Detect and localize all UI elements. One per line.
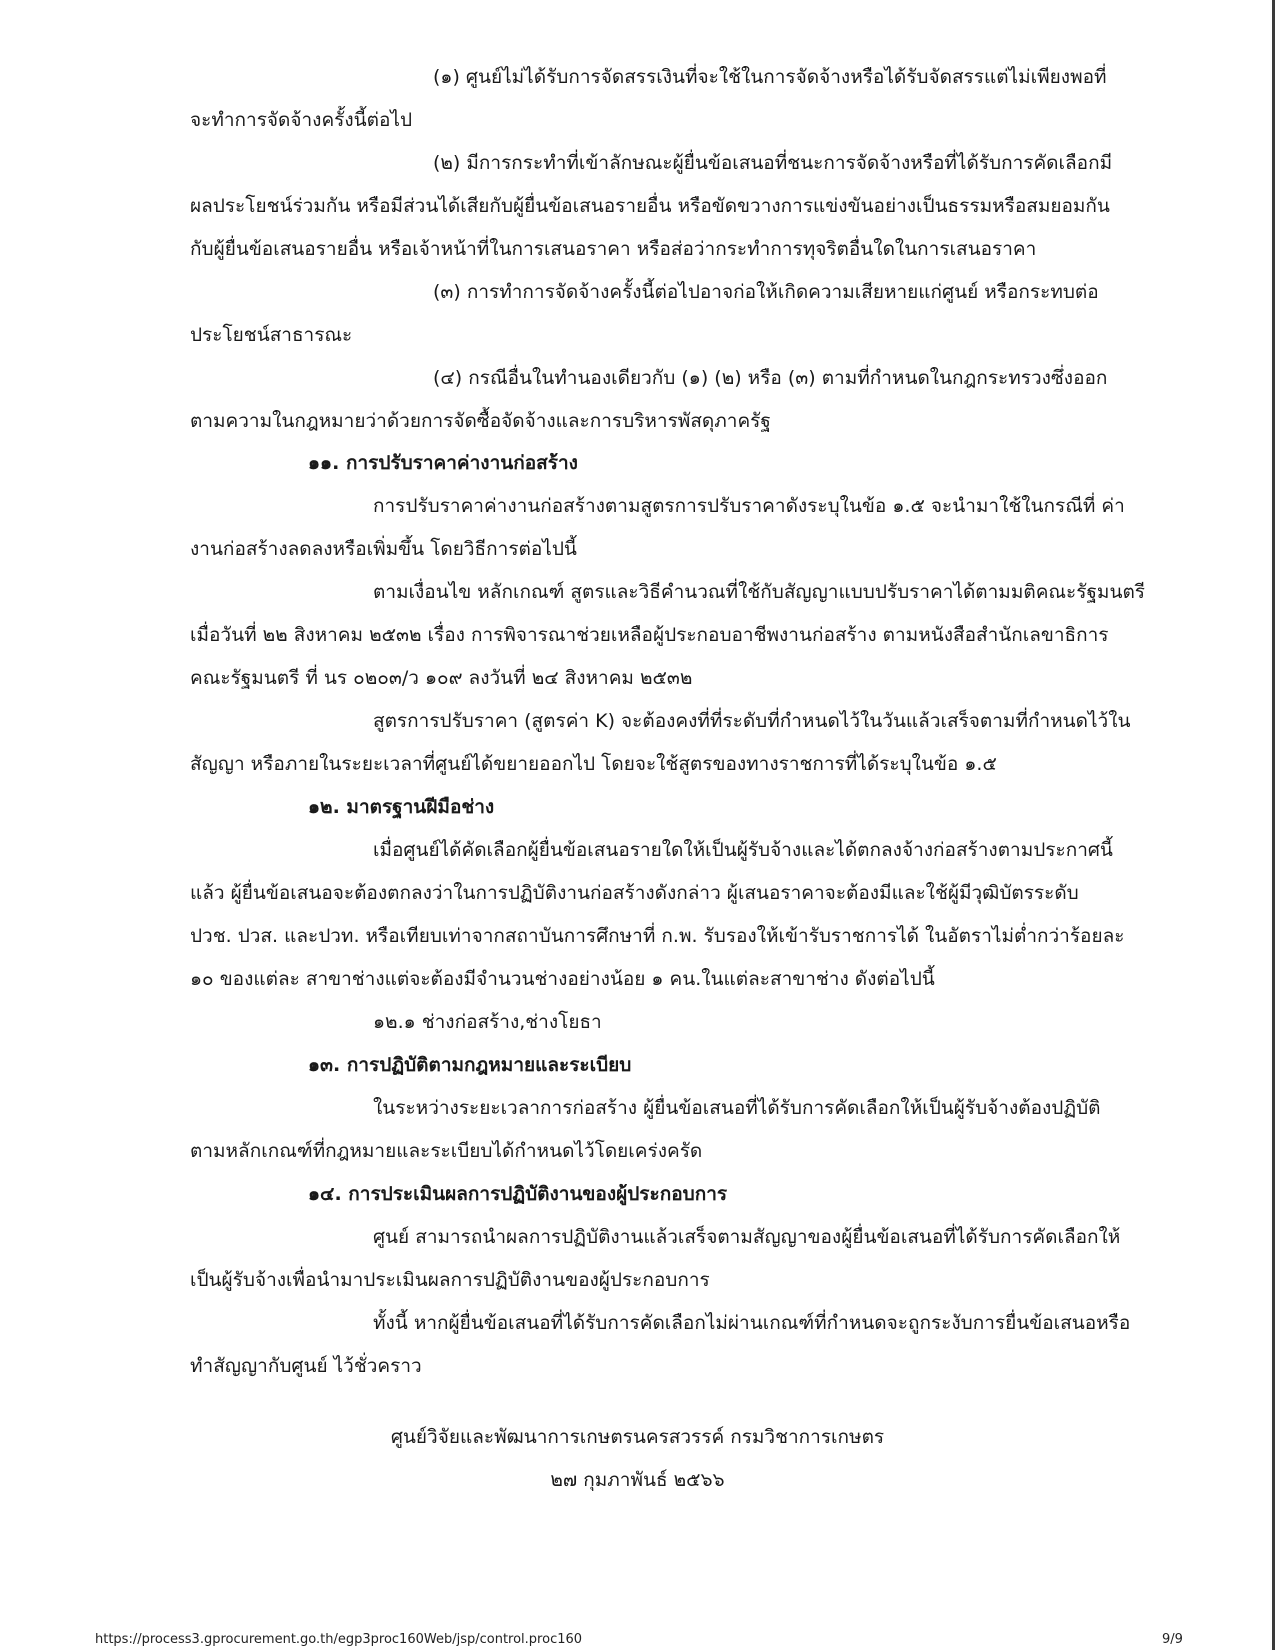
- section-heading: ๑๑. การปรับราคาค่างานก่อสร้าง: [308, 452, 578, 474]
- text-line: ทำสัญญากับศูนย์ ไว้ชั่วคราว: [190, 1355, 422, 1377]
- text-line: ศูนย์ สามารถนำผลการปฏิบัติงานแล้วเสร็จตามสัญญาของผู้ยื่นข้อเสนอที่ได้รับการคัดเลือกให้: [373, 1226, 1121, 1248]
- text-line: สูตรการปรับราคา (สูตรค่า K) จะต้องคงที่ที่ระดับที่กำหนดไว้ในวันแล้วเสร็จตามที่กำหนดไว้ใน: [373, 710, 1131, 732]
- text-line: ปวช. ปวส. และปวท. หรือเทียบเท่าจากสถาบันการศึกษาที่ ก.พ. รับรองให้เข้ารับราชการได้ ในอัตราไม่ต่ำกว่าร้อยละ: [190, 925, 1125, 947]
- text-line: ในระหว่างระยะเวลาการก่อสร้าง ผู้ยื่นข้อเสนอที่ได้รับการคัดเลือกให้เป็นผู้รับจ้างต้องปฏิบัติ: [373, 1097, 1101, 1119]
- text-line: (๑) ศูนย์ไม่ได้รับการจัดสรรเงินที่จะใช้ในการจัดจ้างหรือได้รับจัดสรรแต่ไม่เพียงพอที่: [433, 66, 1107, 88]
- text-line: เมื่อวันที่ ๒๒ สิงหาคม ๒๕๓๒ เรื่อง การพิจารณาช่วยเหลือผู้ประกอบอาชีพงานก่อสร้าง ตามหนังสือสำนักเลขาธิการ: [190, 624, 1109, 646]
- text-line: งานก่อสร้างลดลงหรือเพิ่มขึ้น โดยวิธีการต่อไปนี้: [190, 538, 577, 560]
- text-line: เป็นผู้รับจ้างเพื่อนำมาประเมินผลการปฏิบัติงานของผู้ประกอบการ: [190, 1269, 710, 1291]
- text-line: สัญญา หรือภายในระยะเวลาที่ศูนย์ได้ขยายออกไป โดยจะใช้สูตรของทางราชการที่ได้ระบุในข้อ ๑.๕: [190, 753, 997, 775]
- text-line: เมื่อศูนย์ได้คัดเลือกผู้ยื่นข้อเสนอรายใดให้เป็นผู้รับจ้างและได้ตกลงจ้างก่อสร้างตามประกาศนี้: [373, 839, 1113, 861]
- text-line: ตามหลักเกณฑ์ที่กฎหมายและระเบียบได้กำหนดไว้โดยเคร่งครัด: [190, 1140, 703, 1162]
- text-line: ประโยชน์สาธารณะ: [190, 324, 353, 346]
- text-line: แล้ว ผู้ยื่นข้อเสนอจะต้องตกลงว่าในการปฏิบัติงานก่อสร้างดังกล่าว ผู้เสนอราคาจะต้องมีและใช้ผู้มีวุฒิบัตรระดับ: [190, 882, 1079, 904]
- text-line: คณะรัฐมนตรี ที่ นร ๐๒๐๓/ว ๑๐๙ ลงวันที่ ๒๔ สิงหาคม ๒๕๓๒: [190, 667, 693, 689]
- text-line: ๑๐ ของแต่ละ สาขาช่างแต่จะต้องมีจำนวนช่างอย่างน้อย ๑ คน.ในแต่ละสาขาช่าง ดังต่อไปนี้: [190, 968, 935, 990]
- text-line: จะทำการจัดจ้างครั้งนี้ต่อไป: [190, 109, 413, 131]
- text-line: (๒) มีการกระทำที่เข้าลักษณะผู้ยื่นข้อเสนอที่ชนะการจัดจ้างหรือที่ได้รับการคัดเลือกมี: [433, 152, 1113, 174]
- signature-date: ๒๗ กุมภาพันธ์ ๒๕๖๖: [550, 1469, 725, 1491]
- footer-page-number: 9/9: [1162, 1632, 1183, 1647]
- text-line: ๑๒.๑ ช่างก่อสร้าง,ช่างโยธา: [373, 1011, 602, 1033]
- text-line: ผลประโยชน์ร่วมกัน หรือมีส่วนได้เสียกับผู้ยื่นข้อเสนอรายอื่น หรือขัดขวางการแข่งขันอย่างเป็นธรรมหรือสมยอมกัน: [190, 195, 1110, 217]
- section-heading: ๑๒. มาตรฐานฝีมือช่าง: [308, 796, 495, 818]
- text-line: ทั้งนี้ หากผู้ยื่นข้อเสนอที่ได้รับการคัดเลือกไม่ผ่านเกณฑ์ที่กำหนดจะถูกระงับการยื่นข้อเสนอหรือ: [373, 1312, 1131, 1334]
- text-line: ตามความในกฎหมายว่าด้วยการจัดซื้อจัดจ้างและการบริหารพัสดุภาครัฐ: [190, 410, 771, 432]
- text-line: (๔) กรณีอื่นในทำนองเดียวกับ (๑) (๒) หรือ (๓) ตามที่กำหนดในกฎกระทรวงซึ่งออก: [433, 367, 1108, 389]
- text-line: กับผู้ยื่นข้อเสนอรายอื่น หรือเจ้าหน้าที่ในการเสนอราคา หรือส่อว่ากระทำการทุจริตอื่นใดในการเสนอราคา: [190, 238, 1037, 260]
- footer-url: https://process3.gprocurement.go.th/egp3proc160Web/jsp/control.proc160: [95, 1632, 583, 1647]
- text-line: (๓) การทำการจัดจ้างครั้งนี้ต่อไปอาจก่อให้เกิดความเสียหายแก่ศูนย์ หรือกระทบต่อ: [433, 281, 1099, 303]
- signature-org: ศูนย์วิจัยและพัฒนาการเกษตรนครสวรรค์ กรมวิชาการเกษตร: [390, 1426, 885, 1448]
- section-heading: ๑๓. การปฏิบัติตามกฎหมายและระเบียบ: [308, 1054, 632, 1076]
- text-line: ตามเงื่อนไข หลักเกณฑ์ สูตรและวิธีคำนวณที่ใช้กับสัญญาแบบปรับราคาได้ตามมติคณะรัฐมนตรี: [373, 581, 1145, 603]
- text-line: การปรับราคาค่างานก่อสร้างตามสูตรการปรับราคาดังระบุในข้อ ๑.๕ จะนำมาใช้ในกรณีที่ ค่า: [373, 495, 1125, 517]
- section-heading: ๑๔. การประเมินผลการปฏิบัติงานของผู้ประกอบการ: [308, 1183, 728, 1205]
